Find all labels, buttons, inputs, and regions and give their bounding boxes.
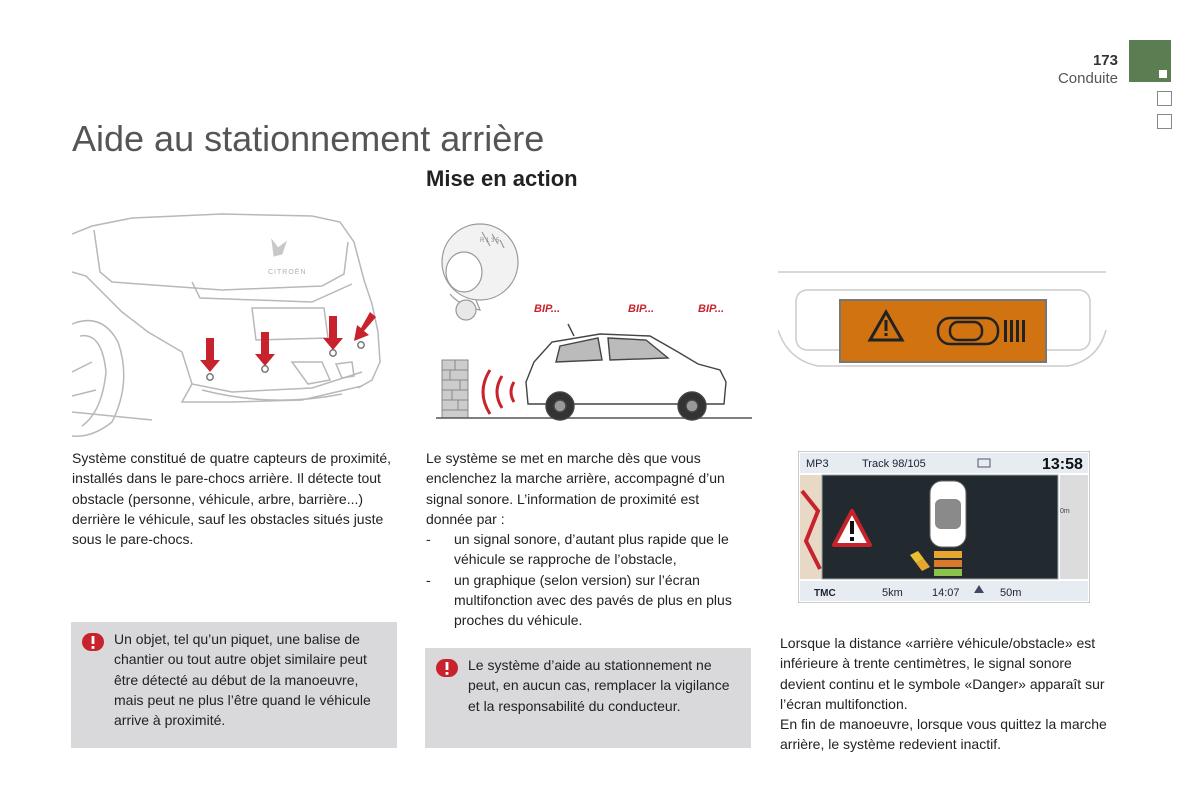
- warning-box-2: [425, 648, 751, 748]
- rear-bumper-illustration: [72, 212, 398, 438]
- arrow-down-icon: [354, 312, 376, 341]
- col3-paragraph-1: Lorsque la distance «arrière véhicule/obstacle» est inférieure à trente centimètres, le signal sonore devient continu et le symbole «Danger» apparaît sur l’écran multifonction.: [780, 635, 1105, 712]
- list-item-text: un graphique (selon version) sur l’écran multifonction avec des pavés de plus en plus proches du véhicule.: [454, 571, 732, 629]
- sensor-2: [262, 366, 268, 372]
- gear-pattern-label: R 1 3 5: [480, 238, 500, 244]
- distance-label: 0m: [1060, 508, 1070, 515]
- chapter-tab-active: [1129, 40, 1171, 82]
- col1-paragraph: Système constitué de quatre capteurs de proximité, installés dans le pare-chocs arrière. Il détecte tout obstacle (personne, véhicule, arbre, barrière...) derrière le véhicule, sauf les obstacles situés juste sous le pare-chocs.: [72, 450, 392, 548]
- beep-label: BIP...: [628, 303, 655, 315]
- route-distance: 5km: [882, 587, 903, 599]
- list-item-text: un signal sonore, d’autant plus rapide que le véhicule se rapproche de l’obstacle,: [454, 531, 729, 568]
- dashboard-display-illustration: [778, 270, 1108, 374]
- beep-label: BIP...: [698, 303, 725, 315]
- warning-text-1: Un objet, tel qu’un piquet, une balise de chantier ou tout autre objet similaire peut être détecté au début de la manoeuvre, mais peut ne plus l’être quand le véhicule arrive à proximité.: [114, 631, 371, 729]
- multifunction-screen: [798, 451, 1090, 603]
- chapter-tab-box: [1157, 114, 1172, 129]
- clock-label: 13:58: [1042, 456, 1083, 473]
- arrow-down-icon: [200, 338, 220, 372]
- section-subtitle: Mise en action: [426, 166, 578, 191]
- car-top-icon: [930, 481, 966, 547]
- display-screen: [840, 300, 1046, 362]
- page-number: 173: [1092, 52, 1118, 69]
- list-marker: -: [426, 571, 431, 588]
- sensor-4: [358, 342, 364, 348]
- col2-intro: Le système se met en marche dès que vous enclenchez la marche arrière, accompagné d’un signal sonore. L’information de proximité est donnée par :: [426, 450, 725, 527]
- sensor-3: [330, 350, 336, 356]
- list-marker: -: [426, 531, 431, 548]
- list-item: [426, 570, 746, 631]
- track-label: Track 98/105: [862, 458, 926, 470]
- list-item: [426, 529, 746, 570]
- brick-wall: [442, 360, 468, 418]
- remaining-distance: 50m: [1000, 587, 1022, 599]
- reverse-gear-illustration: [430, 214, 760, 424]
- warning-text-2: Le système d’aide au stationnement ne peut, en aucun cas, remplacer la vigilance et la responsabilité du conducteur.: [468, 657, 730, 714]
- chapter-tab-box: [1157, 91, 1172, 106]
- warning-box-1: [71, 622, 397, 748]
- col3-paragraph-2: En fin de manoeuvre, lorsque vous quittez la marche arrière, le système redevient inactif.: [780, 716, 1107, 753]
- car-side-view: [526, 324, 726, 420]
- warning-icon: [435, 658, 459, 678]
- beep-label: BIP...: [534, 303, 561, 315]
- sensor-1: [207, 374, 213, 380]
- col2-body: [426, 448, 746, 631]
- arrow-down-icon: [255, 332, 275, 366]
- col3-body: [780, 633, 1110, 755]
- source-label: MP3: [806, 458, 829, 470]
- page-title: Aide au stationnement arrière: [72, 118, 545, 159]
- col1-body: [72, 448, 398, 549]
- warning-icon: [81, 632, 105, 652]
- car-brand-label: CITROËN: [268, 269, 307, 276]
- section-label: Conduite: [1057, 70, 1118, 87]
- eta-label: 14:07: [932, 587, 960, 599]
- tmc-label: TMC: [814, 588, 836, 599]
